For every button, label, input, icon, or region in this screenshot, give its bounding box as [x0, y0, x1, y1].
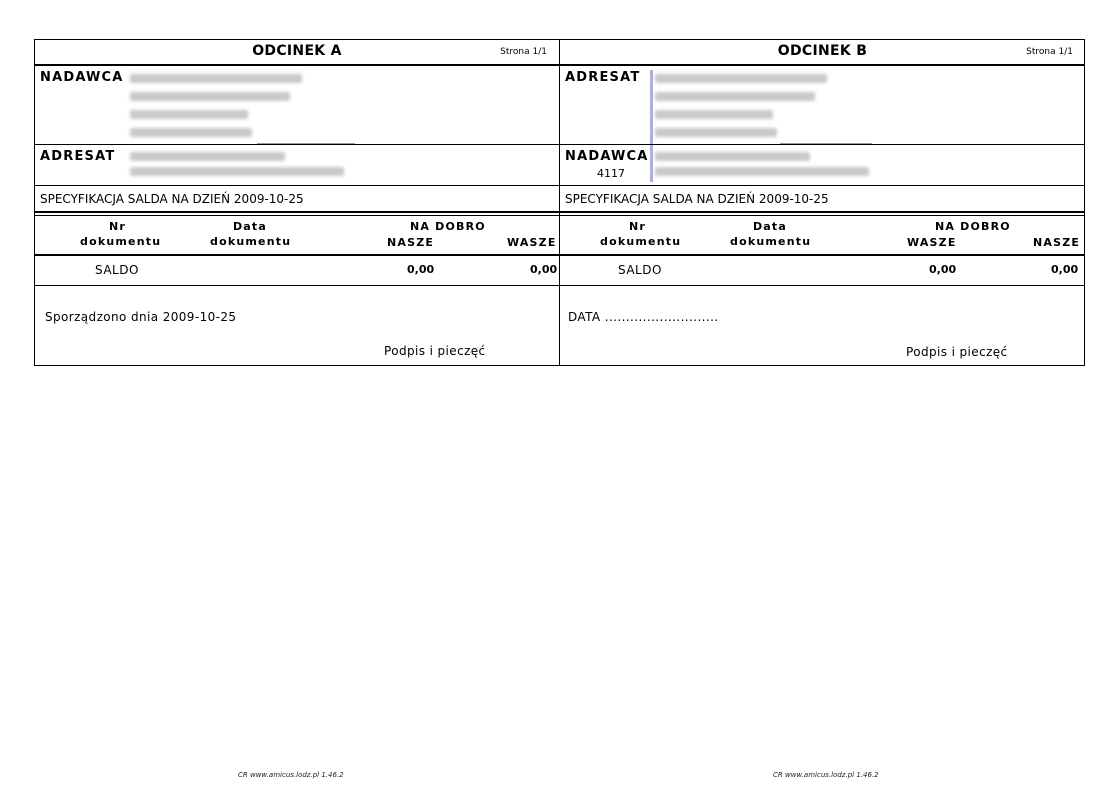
balance-confirmation-form [34, 39, 1085, 366]
col-document-date: Data dokumentu [730, 220, 812, 248]
saldo-value-ours: 0,00 [1051, 263, 1079, 276]
col-document-number: Nr dokumentu [80, 220, 162, 248]
section-b-sender-block [560, 145, 1085, 186]
col-yours: WASZE [507, 236, 557, 249]
col-na-dobro: NA DOBRO [410, 220, 486, 233]
section-a-footer [35, 286, 559, 367]
specification-title: SPECYFIKACJA SALDA NA DZIEŃ 2009-10-25 [565, 192, 829, 206]
section-b-sender-label: NADAWCA [565, 149, 649, 164]
col-ours: NASZE [387, 236, 435, 249]
col-document-number: Nr dokumentu [600, 220, 682, 248]
section-a [35, 40, 559, 365]
redacted-recipient-address [655, 74, 827, 146]
section-b-recipient-block [560, 66, 1085, 145]
saldo-label: SALDO [618, 263, 662, 277]
section-a-header [35, 40, 559, 66]
section-b-column-headers [560, 215, 1085, 256]
specification-title: SPECYFIKACJA SALDA NA DZIEŃ 2009-10-25 [40, 192, 304, 206]
section-b-saldo-row [560, 256, 1085, 286]
section-a-sender-label: NADAWCA [40, 70, 124, 85]
section-a-sender-block [35, 66, 559, 145]
signature-label: Podpis i pieczęć [384, 344, 486, 358]
col-ours: NASZE [1033, 236, 1081, 249]
col-document-date: Data dokumentu [210, 220, 292, 248]
section-b-recipient-label: ADRESAT [565, 70, 641, 85]
redacted-recipient-address [130, 152, 344, 182]
saldo-value-yours: 0,00 [530, 263, 558, 276]
underline [257, 143, 355, 144]
prepared-date: Sporządzono dnia 2009-10-25 [45, 310, 237, 324]
redacted-sender-address [655, 152, 869, 182]
section-a-page-number: Strona 1/1 [500, 47, 547, 57]
underline [780, 143, 872, 144]
footer-credit-b: CR www.amicus.lodz.pl 1.46.2 [773, 771, 879, 779]
sender-number: 4117 [597, 167, 625, 180]
saldo-value-ours: 0,00 [407, 263, 435, 276]
footer-credit-a: CR www.amicus.lodz.pl 1.46.2 [238, 771, 344, 779]
section-b-footer [560, 286, 1085, 367]
saldo-value-yours: 0,00 [929, 263, 957, 276]
section-a-recipient-label: ADRESAT [40, 149, 116, 164]
section-a-column-headers [35, 215, 559, 256]
signature-label: Podpis i pieczęć [906, 345, 1008, 359]
section-b-page-number: Strona 1/1 [1026, 47, 1073, 57]
section-a-recipient-block [35, 145, 559, 186]
redacted-sender-address [130, 74, 302, 146]
date-line: DATA ........................... [568, 310, 719, 324]
section-b-title: ODCINEK B [777, 43, 868, 59]
section-a-title: ODCINEK A [252, 43, 342, 59]
saldo-label: SALDO [95, 263, 139, 277]
col-na-dobro: NA DOBRO [935, 220, 1011, 233]
section-b [559, 40, 1085, 365]
section-b-header [560, 40, 1085, 66]
col-yours: WASZE [907, 236, 957, 249]
section-a-specification [35, 186, 559, 213]
section-b-specification [560, 186, 1085, 213]
section-a-saldo-row [35, 256, 559, 286]
